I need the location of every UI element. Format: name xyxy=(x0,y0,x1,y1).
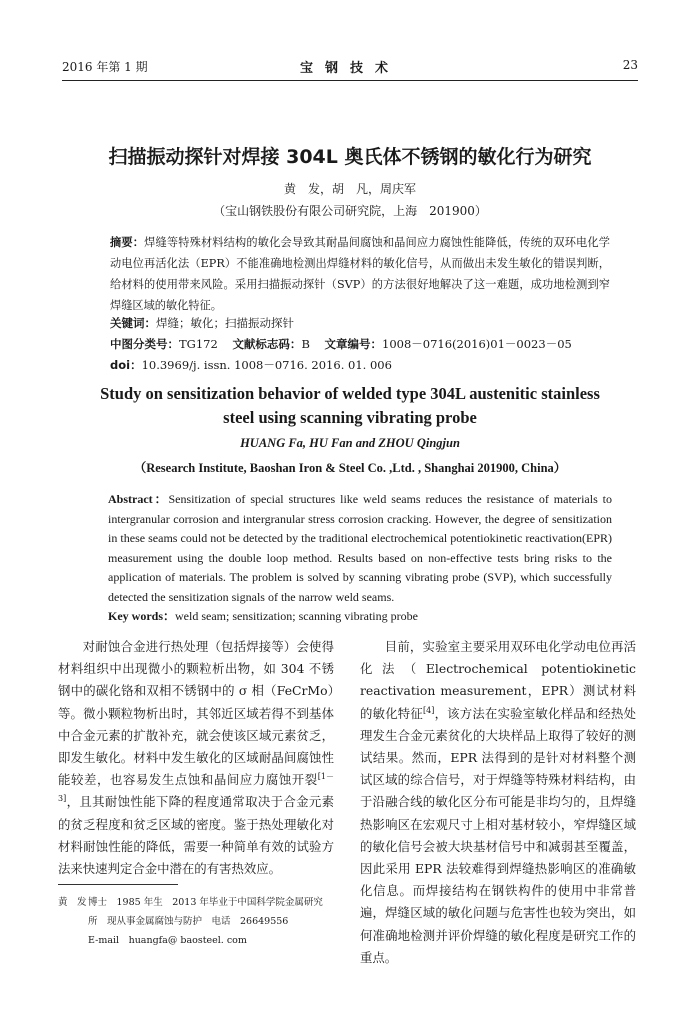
footnote-line-2: 所 现从事金属腐蚀与防护 电话 26649556 xyxy=(88,916,289,927)
page-number: 23 xyxy=(622,58,638,72)
body-column-right xyxy=(360,636,636,969)
doc-code-label: 文献标志码： xyxy=(232,337,302,351)
article-no-value: 1008－0716(2016)01－0023－05 xyxy=(382,337,572,351)
chinese-abstract-text: 焊缝等特殊材料结构的敏化会导致其耐晶间腐蚀和晶间应力腐蚀性能降低，传统的双环电化学动电位再活化法（EPR）不能准确地检测出焊缝材料的敏化信号，从而做出未发生敏化的错误判断，给材料的使用带来风险。采用扫描振动探针（SVP）的方法很好地解决了这一难题，成功地检测到窄焊缝区域的敏化特征。 xyxy=(110,236,610,312)
header-rule xyxy=(62,80,638,81)
chinese-abstract-label: 摘要： xyxy=(110,236,145,249)
english-title-line2: steel using scanning vibrating probe xyxy=(223,408,477,427)
intro-paragraph-2-part-b: ，该方法在实验室敏化样品和经热处理发生合金元素贫化的大块样品上取得了较好的测试结果。然而，EPR 法得到的是针对材料整个测试区域的综合信号，对于焊缝等特殊材料结构，由于沿融合线的敏化区分布可能是非均匀的，且焊缝热影响区在宏观尺寸上相对基材较小，窄焊缝区域的敏化信号会被大块基材信号中和减弱甚至覆盖，因此采用 EPR 法较难得到焊缝热影响区的准确敏化信息。而焊接结构在钢铁构件的使用中非常普遍，焊缝区域的敏化问题与危害性也较为突出，如何准确地检测并评价焊缝的敏化程度是研究工作的重点。 xyxy=(360,705,637,965)
classification-line xyxy=(110,336,572,352)
doi-label: doi： xyxy=(110,358,142,372)
intro-paragraph-2 xyxy=(360,636,636,969)
journal-name: 宝钢技术 xyxy=(299,61,400,76)
chinese-keywords-text: 焊缝；敏化；扫描振动探针 xyxy=(156,316,294,330)
chinese-authors: 黄 发，胡 凡，周庆军 xyxy=(283,182,416,196)
footnote-email: E-mail huangfa@ baosteel. com xyxy=(88,935,247,946)
english-title xyxy=(80,382,620,430)
english-abstract-label: Abstract： xyxy=(108,492,169,506)
running-header xyxy=(62,56,638,78)
article-no-label: 文章编号： xyxy=(324,337,383,351)
footnote-author: 黄 发 xyxy=(58,897,87,908)
chinese-keywords-label: 关键词： xyxy=(110,316,156,330)
intro-paragraph-1-part-a: 对耐蚀合金进行热处理（包括焊接等）会使得材料组织中出现微小的颗粒析出物，如 304 不锈钢中的碳化铬和双相不锈钢中的 σ 相（FeCrMo）等。微小颗粒物析出时，其邻近区域若得不到基体中合金元素的扩散补充，就会使该区域元素贫乏，即发生敏化。材料中发生敏化的区域耐晶间腐蚀性能较差，也容易发生点蚀和晶间应力腐蚀开裂 xyxy=(58,639,334,788)
doc-code-value: B xyxy=(301,337,310,351)
chinese-keywords xyxy=(110,315,294,331)
citation-4: [4] xyxy=(423,705,435,715)
intro-paragraph-2-part-a: 目前，实验室主要采用双环电化学动电位再活化法（Electrochemical potentiokinetic reactivation measurement，EPR）测试材料的敏化特征 xyxy=(360,639,636,721)
english-abstract xyxy=(86,490,612,627)
clc-value: TG172 xyxy=(179,337,218,351)
body-column-left xyxy=(58,636,334,880)
english-affiliation: （Research Institute, Baoshan Iron & Steel Co. ,Ltd. , Shanghai 201900, China） xyxy=(133,461,567,475)
doi-line xyxy=(110,357,392,373)
chinese-affiliation: （宝山钢铁股份有限公司研究院，上海 201900） xyxy=(213,204,487,218)
chinese-abstract xyxy=(88,232,610,316)
intro-paragraph-1-part-b: ，且其耐蚀性能下降的程度通常取决于合金元素的贫乏程度和贫乏区域的密度。鉴于热处理敏化对材料耐蚀性能的降低，需要一种简单有效的试验方法来快速判定合金中潜在的有害热效应。 xyxy=(58,794,334,877)
chinese-title: 扫描振动探针对焊接 304L 奥氏体不锈钢的敏化行为研究 xyxy=(108,146,592,168)
intro-paragraph-1 xyxy=(58,636,334,880)
english-authors: HUANG Fa, HU Fan and ZHOU Qingjun xyxy=(240,436,460,450)
author-footnote xyxy=(58,893,348,950)
clc-label: 中图分类号： xyxy=(110,337,179,351)
citation-1-3: [1－3] xyxy=(58,772,334,804)
footnote-rule xyxy=(58,884,178,885)
footnote-line-1: 博士 1985 年生 2013 年毕业于中国科学院金属研究 xyxy=(88,897,323,908)
english-keywords-label: Key words： xyxy=(108,609,175,623)
issue-label: 2016 年第 1 期 xyxy=(62,60,148,74)
english-title-line1: Study on sensitization behavior of welded type 304L austenitic stainless xyxy=(100,384,600,403)
english-abstract-text: Sensitization of special structures like weld seams reduces the resistance of materials to intergranular corrosion and intergranular stress corrosion cracking. However, the degree of sensitization in these seams could not be detected by the traditional electrochemical potentiokinetic reactivation(EPR) measurement using the double loop method. Results based on non-effective tests bring risks to the application of materials. The problem is solved by scanning vibrating probe (SVP), which successfully detected the sensitization signals of the narrow weld seams. xyxy=(108,492,613,604)
english-keywords-text: weld seam; sensitization; scanning vibrating probe xyxy=(175,609,418,623)
doi-value: 10.3969/j. issn. 1008－0716. 2016. 01. 006 xyxy=(141,358,392,372)
